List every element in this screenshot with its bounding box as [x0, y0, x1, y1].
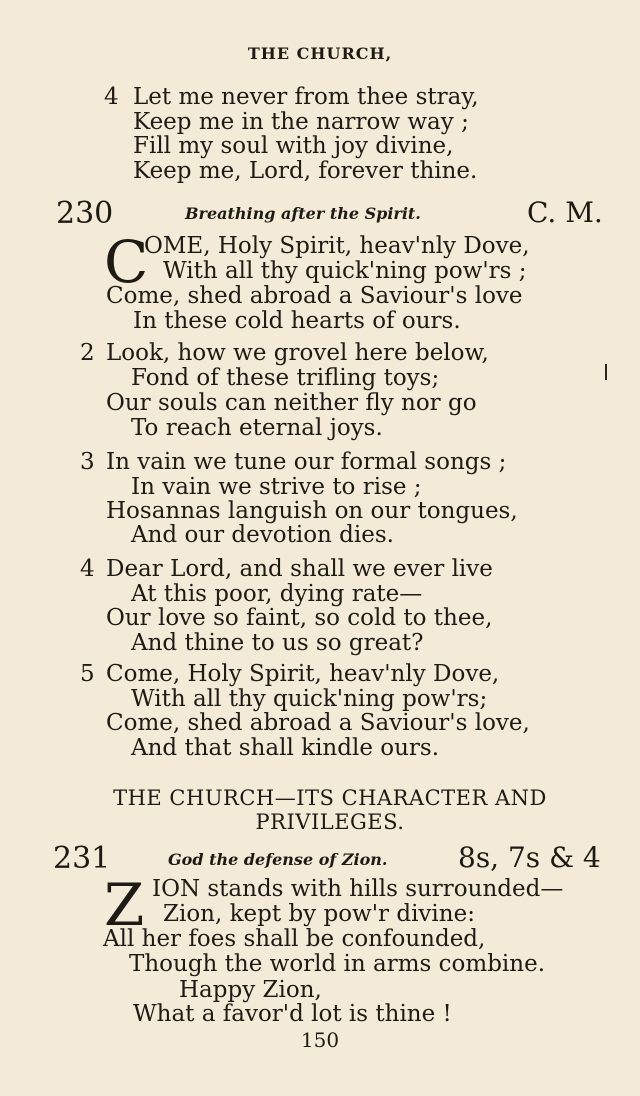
verse-line: In vain we strive to rise ; [131, 474, 422, 500]
drop-cap: C [104, 228, 149, 296]
verse-line: Fill my soul with joy divine, [133, 133, 454, 159]
stanza-number: 2 [80, 340, 95, 366]
page-number: 150 [300, 1028, 340, 1052]
verse-line: Our souls can neither fly nor go [106, 390, 477, 416]
hymn-number: 230 [56, 196, 114, 231]
verse-line: OME, Holy Spirit, heav'nly Dove, [144, 233, 530, 259]
section-heading: PRIVILEGES. [255, 810, 405, 834]
stanza-number: 4 [80, 556, 95, 582]
verse-line: With all thy quick'ning pow'rs ; [163, 258, 527, 284]
print-mark [605, 364, 607, 380]
stanza-number: 5 [80, 661, 95, 687]
verse-line: Hosannas languish on our tongues, [106, 498, 518, 524]
stanza-number: 4 [104, 84, 119, 110]
verse-line: What a favor'd lot is thine ! [133, 1001, 452, 1027]
verse-line: To reach eternal joys. [131, 415, 383, 441]
verse-line: Keep me, Lord, forever thine. [133, 158, 478, 184]
verse-line: Zion, kept by pow'r divine: [163, 901, 475, 927]
verse-line: Come, shed abroad a Saviour's love [106, 283, 523, 309]
verse-line: And thine to us so great? [131, 630, 424, 656]
verse-line: All her foes shall be confounded, [103, 926, 486, 952]
verse-line: Look, how we grovel here below, [106, 340, 489, 366]
running-header: THE CHURCH, [247, 44, 393, 63]
verse-line: In vain we tune our formal songs ; [106, 449, 507, 475]
hymn-title: Breathing after the Spirit. [185, 204, 421, 223]
verse-line: At this poor, dying rate— [131, 581, 423, 607]
hymn-meter: C. M. [527, 196, 603, 229]
verse-line: Come, Holy Spirit, heav'nly Dove, [106, 661, 500, 687]
hymn-number: 231 [53, 841, 111, 876]
drop-cap: Z [104, 871, 145, 939]
verse-line: With all thy quick'ning pow'rs; [131, 686, 488, 712]
verse-line: ION stands with hills surrounded— [152, 876, 564, 902]
verse-line: Our love so faint, so cold to thee, [106, 605, 493, 631]
verse-line: Let me never from thee stray, [133, 84, 479, 110]
verse-line: Fond of these trifling toys; [131, 365, 440, 391]
verse-line: In these cold hearts of ours. [133, 308, 461, 334]
hymn-title: God the defense of Zion. [168, 850, 388, 869]
verse-line: Keep me in the narrow way ; [133, 109, 469, 135]
verse-line: Though the world in arms combine. [129, 951, 546, 977]
hymn-meter: 8s, 7s & 4 [458, 841, 601, 874]
verse-line: Happy Zion, [179, 977, 322, 1003]
verse-line: And our devotion dies. [131, 522, 394, 548]
verse-line: Dear Lord, and shall we ever live [106, 556, 493, 582]
stanza-number: 3 [80, 449, 95, 475]
section-heading: THE CHURCH—ITS CHARACTER AND [113, 786, 547, 810]
verse-line: Come, shed abroad a Saviour's love, [106, 710, 530, 736]
verse-line: And that shall kindle ours. [131, 735, 440, 761]
